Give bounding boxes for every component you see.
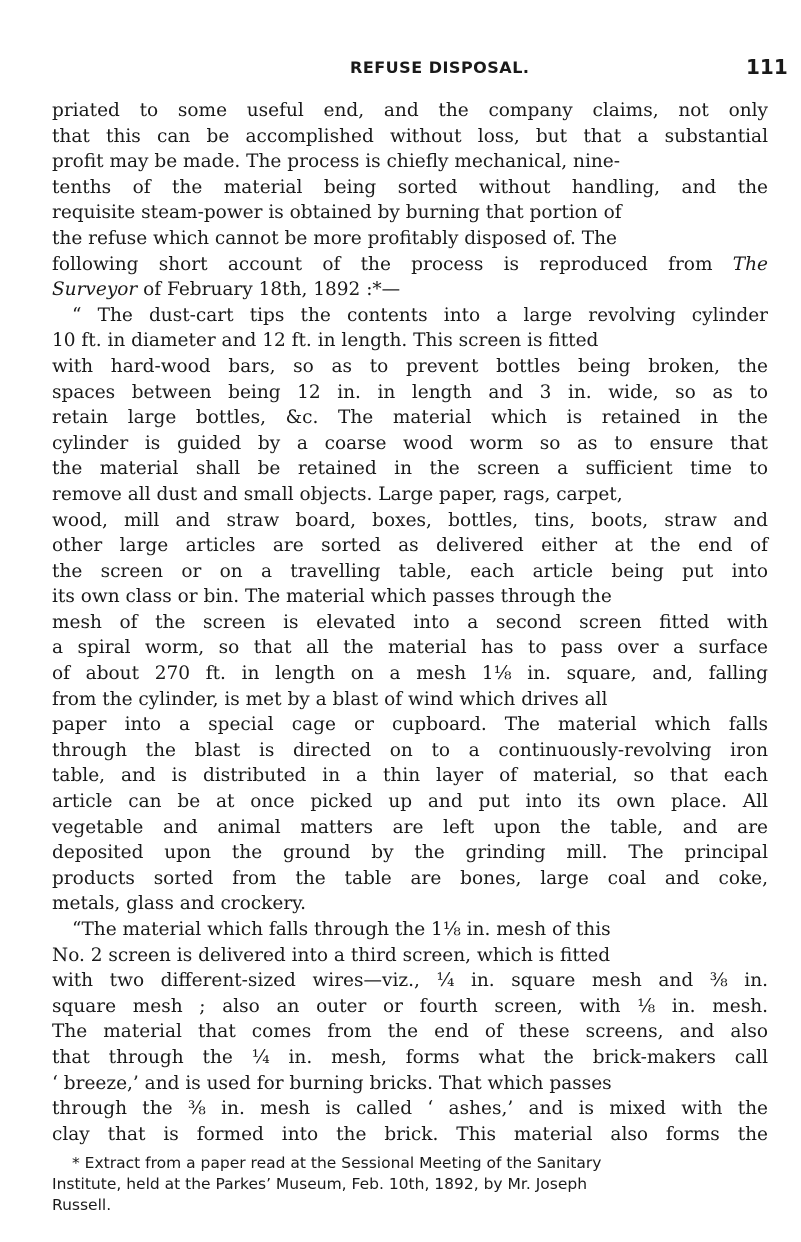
text-line: following short account of the process is reproduced from The [52, 253, 768, 275]
periodical-title: The [732, 253, 768, 275]
text-line: Surveyor of February 18th, 1892 :*— [52, 279, 401, 301]
text-line: from the cylinder, is met by a blast of wind which drives all [52, 688, 608, 710]
text-line: requisite steam-power is obtained by burning that portion of [52, 202, 622, 224]
text-line: the material shall be retained in the screen a sufficient time to [52, 458, 768, 480]
text-line: 10 ft. in diameter and 12 ft. in length. This screen is fitted [52, 330, 599, 352]
text-line: through the blast is directed on to a continuously-revolving iron [52, 739, 768, 761]
text-line: “The material which falls through the 1⅛ in. mesh of this [72, 919, 611, 940]
text-line: metals, glass and crockery. [52, 893, 307, 915]
text-line: clay that is formed into the brick. This material also forms the [52, 1123, 768, 1145]
footnote [52, 1153, 768, 1216]
footnote-line: * Extract from a paper read at the Sessional Meeting of the Sanitary [72, 1154, 602, 1172]
text-line: vegetable and animal matters are left upon the table, and are [52, 816, 768, 838]
text-line: spaces between being 12 in. in length and 3 in. wide, so as to [52, 381, 768, 403]
footnote-line: Institute, held at the Parkes’ Museum, Feb. 10th, 1892, by Mr. Joseph [52, 1175, 588, 1193]
text-line: article can be at once picked up and put into its own place. All [52, 791, 768, 813]
text-line: profit may be made. The process is chiefly mechanical, nine- [52, 151, 621, 173]
text-line: tenths of the material being sorted without handling, and the [52, 176, 768, 198]
text-line: through the ⅜ in. mesh is called ‘ ashes,’ and is mixed with the [52, 1098, 768, 1120]
text-line: priated to some useful end, and the company claims, not only [52, 100, 768, 121]
text-line: table, and is distributed in a thin layer of material, so that each [52, 765, 768, 787]
text-line: ‘ breeze,’ and is used for burning bricks. That which passes [52, 1072, 612, 1094]
periodical-title: Surveyor [52, 279, 138, 301]
text-line: No. 2 screen is delivered into a third screen, which is fitted [52, 944, 611, 966]
text-line: “ The dust-cart tips the contents into a large revolving cylinder [72, 304, 768, 326]
text-line: other large articles are sorted as delivered either at the end of [52, 535, 768, 557]
text-line: that this can be accomplished without loss, but that a substantial [52, 125, 768, 147]
text-line: retain large bottles, &c. The material which is retained in the [52, 407, 768, 429]
text-line: a spiral worm, so that all the material has to pass over a surface [52, 637, 768, 659]
text-line: products sorted from the table are bones, large coal and coke, [52, 867, 768, 889]
text-line: The material that comes from the end of these screens, and also [52, 1021, 768, 1043]
text-line: the refuse which cannot be more profitably disposed of. The [52, 227, 617, 249]
text-line: cylinder is guided by a coarse wood worm so as to ensure that [52, 432, 768, 454]
text-line: its own class or bin. The material which passes through the [52, 586, 612, 608]
text-line: of about 270 ft. in length on a mesh 1⅛ in. square, and, falling [52, 663, 768, 685]
text-line: with hard-wood bars, so as to prevent bottles being broken, the [52, 355, 768, 377]
footnote-line: Russell. [52, 1196, 112, 1214]
text-line: wood, mill and straw board, boxes, bottles, tins, boots, straw and [52, 509, 768, 531]
text-line: square mesh ; also an outer or fourth screen, with ⅛ in. mesh. [52, 995, 768, 1017]
text-line: deposited upon the ground by the grinding mill. The principal [52, 842, 768, 864]
text-line: the screen or on a travelling table, each article being put into [52, 560, 768, 582]
page-number: 111 [746, 55, 788, 79]
text-line: paper into a special cage or cupboard. The material which falls [52, 714, 768, 736]
text-line: mesh of the screen is elevated into a second screen fitted with [52, 611, 768, 633]
text-line: that through the ¼ in. mesh, forms what the brick-makers call [52, 1046, 768, 1068]
body-text [52, 98, 768, 1147]
text-line: remove all dust and small objects. Large paper, rags, carpet, [52, 483, 623, 505]
running-head: REFUSE DISPOSAL. [350, 58, 530, 77]
text-line: with two different-sized wires—viz., ¼ in. square mesh and ⅜ in. [52, 970, 768, 992]
